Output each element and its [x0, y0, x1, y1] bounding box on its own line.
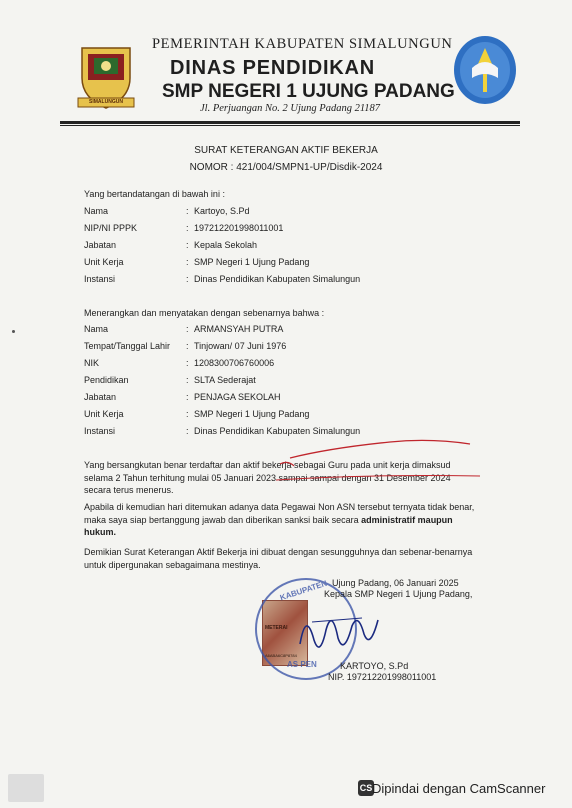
field-label: NIK [84, 358, 100, 368]
field-colon: : [186, 223, 189, 233]
signature-name: KARTOYO, S.Pd [340, 661, 409, 671]
tut-wuri-handayani-logo [452, 34, 518, 114]
signature-place-date: Ujung Padang, 06 Januari 2025 [332, 578, 459, 588]
regency-crest-logo [76, 40, 136, 112]
status-line-3: secara terus menerus. [84, 485, 174, 495]
letter-title: SURAT KETERANGAN AKTIF BEKERJA [194, 145, 378, 156]
responsibility-line-2-text: maka saya siap bertanggung jawab dan diberikan sanksi baik secara [84, 514, 362, 525]
subject-field-row [84, 375, 414, 387]
field-label: Instansi [84, 426, 116, 436]
field-colon: : [186, 375, 189, 385]
field-colon: : [186, 409, 189, 419]
field-value: Tinjowan/ 07 Juni 1976 [194, 341, 287, 351]
status-line-2: selama 2 Tahun terhitung mulai 05 Januari 2023 sampai sampai dengan 31 Desember 2024 [84, 472, 451, 483]
field-label: Instansi [84, 274, 116, 284]
signer-intro: Yang bertandatangan di bawah ini : [84, 189, 225, 199]
subject-fields [84, 324, 414, 444]
field-colon: : [186, 392, 189, 402]
letterhead-rule-thick [60, 121, 520, 124]
status-line-1: Yang bersangkutan benar terdaftar dan aktif bekerja sebagai Guru pada unit kerja dimaksud [84, 460, 451, 470]
field-value: SMP Negeri 1 Ujung Padang [194, 257, 310, 267]
letterhead-school-name: SMP NEGERI 1 UJUNG PADANG [162, 81, 455, 102]
field-value: PENJAGA SEKOLAH [194, 392, 281, 402]
field-label: Unit Kerja [84, 409, 124, 419]
responsibility-line-1: Apabila di kemudian hari ditemukan adanya data Pegawai Non ASN tersebut ternyata tidak benar, [84, 502, 475, 512]
letterhead-government-line: PEMERINTAH KABUPATEN SIMALUNGUN [152, 36, 453, 52]
meterai-serial: A6ABA6C8P8784 [265, 653, 297, 658]
field-value: 197212201998011001 [194, 223, 284, 233]
camscanner-icon: CS [358, 780, 374, 796]
signer-field-row [84, 223, 414, 235]
field-value: ARMANSYAH PUTRA [194, 324, 284, 334]
handwritten-signature [292, 600, 392, 660]
declaration-intro: Menerangkan dan menyatakan dengan sebenarnya bahwa : [84, 308, 325, 318]
field-colon: : [186, 426, 189, 436]
signer-field-row [84, 240, 414, 252]
field-label: Pendidikan [84, 375, 129, 385]
field-label: NIP/NI PPPK [84, 223, 138, 233]
field-label: Tempat/Tanggal Lahir [84, 341, 171, 351]
field-value: Dinas Pendidikan Kabupaten Simalungun [194, 426, 361, 436]
letterhead-rule-thin [60, 125, 520, 126]
subject-field-row [84, 324, 414, 336]
field-colon: : [186, 240, 189, 250]
closing-paragraph [84, 546, 504, 571]
field-label: Jabatan [84, 392, 117, 402]
closing-line-2: untuk dipergunakan sebagaimana mestinya. [84, 559, 261, 570]
signature-position: Kepala SMP Negeri 1 Ujung Padang, [324, 589, 473, 599]
subject-field-row [84, 341, 414, 353]
field-value: Kartoyo, S.Pd [194, 206, 250, 216]
field-colon: : [186, 274, 189, 284]
field-value: 1208300706760006 [194, 358, 275, 368]
subject-field-row [84, 392, 414, 404]
field-label: Unit Kerja [84, 257, 124, 267]
field-value: Kepala Sekolah [194, 240, 258, 250]
field-value: SLTA Sederajat [194, 375, 256, 385]
field-colon: : [186, 206, 189, 216]
field-colon: : [186, 358, 189, 368]
stamp-top-text: KABUPATEN [278, 578, 329, 603]
closing-line-1: Demikian Surat Keterangan Aktif Bekerja ini dibuat dengan sesungguhnya dan sebenar-benarnya [84, 547, 473, 557]
responsibility-paragraph [84, 501, 504, 539]
field-colon: : [186, 341, 189, 351]
red-pen-annotation [250, 430, 510, 490]
subject-field-row [84, 358, 414, 370]
field-label: Nama [84, 206, 109, 216]
responsibility-line-3: hukum. [84, 527, 117, 537]
field-label: Nama [84, 324, 109, 334]
scan-speck [12, 330, 15, 333]
field-colon: : [186, 257, 189, 267]
letterhead-address: Jl. Perjuangan No. 2 Ujung Padang 21187 [200, 103, 381, 114]
signature-nip: NIP. 197212201998011001 [328, 672, 437, 682]
crest-banner-text: SIMALUNGUN [89, 99, 123, 105]
letter-number: NOMOR : 421/004/SMPN1-UP/Disdik-2024 [189, 162, 383, 173]
signer-fields [84, 206, 414, 296]
field-colon: : [186, 324, 189, 334]
field-label: Jabatan [84, 240, 117, 250]
responsibility-line-2 [84, 514, 504, 527]
letterhead-agency-line: DINAS PENDIDIKAN [170, 57, 376, 79]
signer-field-row [84, 257, 414, 269]
stamp-bottom-text: AS PEN [287, 660, 317, 669]
subject-field-row [84, 409, 414, 421]
responsibility-line-2-bold: administratif maupun [361, 514, 453, 525]
field-value: SMP Negeri 1 Ujung Padang [194, 409, 310, 419]
scanner-corner-mark [8, 774, 44, 802]
meterai-label: METERAI [265, 625, 288, 631]
signer-field-row [84, 206, 414, 218]
field-value: Dinas Pendidikan Kabupaten Simalungun [194, 274, 361, 284]
camscanner-watermark: Dipindai dengan CamScanner [372, 781, 546, 796]
signer-field-row [84, 274, 414, 286]
